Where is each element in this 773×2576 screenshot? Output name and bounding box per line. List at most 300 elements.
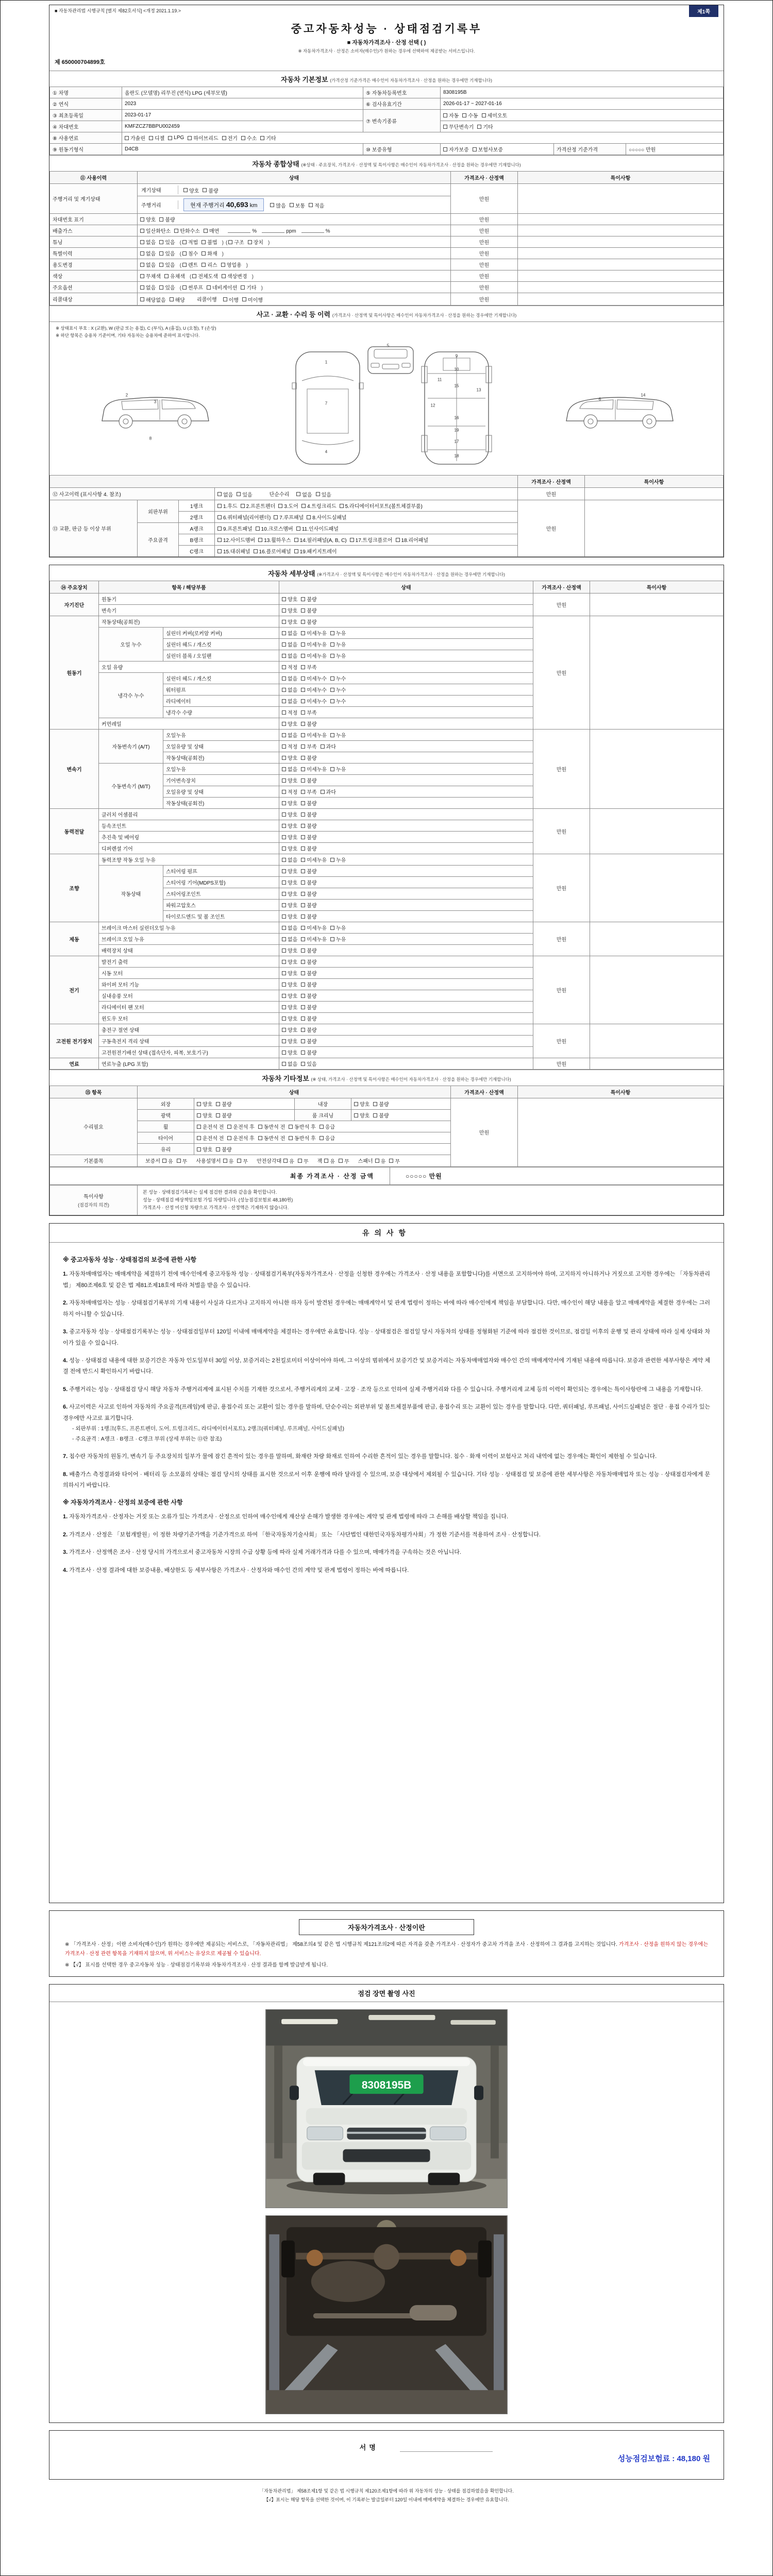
note-cell xyxy=(590,616,724,730)
checkbox-option[interactable] xyxy=(274,513,304,521)
definition-title: 자동차가격조사 · 산정이란 xyxy=(299,1919,474,1935)
checkbox-option[interactable] xyxy=(301,742,316,750)
checkbox-option[interactable] xyxy=(140,296,166,303)
checkbox-box xyxy=(301,982,305,987)
car-damage-diagram xyxy=(49,321,724,475)
checkbox-box xyxy=(301,858,305,862)
checkbox-option[interactable] xyxy=(301,754,316,761)
checkbox-option[interactable] xyxy=(282,878,297,886)
checkbox-option[interactable] xyxy=(282,618,297,625)
note-cell xyxy=(590,1058,724,1070)
checkbox-box xyxy=(282,869,286,873)
checkbox-option[interactable] xyxy=(477,123,493,130)
checkbox-option[interactable] xyxy=(301,856,327,863)
checkbox-option[interactable] xyxy=(389,1157,400,1165)
det-header-state: 상태 xyxy=(279,581,533,594)
checkbox-option[interactable] xyxy=(321,788,336,795)
checkbox-option[interactable] xyxy=(320,1123,335,1130)
checkbox-option[interactable] xyxy=(282,708,297,716)
checkbox-option[interactable] xyxy=(301,1026,316,1033)
state-cell xyxy=(279,764,533,775)
checkbox-option[interactable] xyxy=(330,674,346,682)
checkbox-option[interactable] xyxy=(282,652,297,659)
notice-item: 1. 자동차가격조사 · 산정자는 거짓 또는 오류가 있는 가격조사 · 산정으로 인하여 매수인에게 재산상 손해가 발생한 경우에는 계약 및 관계 법령에 따라 그 손해를 배상할 책임을 집니다. xyxy=(63,1514,509,1520)
checkbox-option[interactable] xyxy=(170,296,185,303)
checkbox-option[interactable] xyxy=(282,969,297,977)
checkbox-option[interactable] xyxy=(301,901,316,909)
checkbox-option[interactable] xyxy=(258,536,291,544)
checkbox-option[interactable] xyxy=(301,1014,316,1022)
checkbox-option[interactable] xyxy=(282,935,297,943)
checkbox-option[interactable] xyxy=(223,296,239,303)
checkbox-option[interactable] xyxy=(140,283,156,291)
checkbox-option[interactable] xyxy=(301,980,316,988)
checkbox-option[interactable] xyxy=(282,1037,297,1045)
checkbox-option[interactable] xyxy=(301,833,316,841)
checkbox-box xyxy=(258,1125,262,1129)
item-label: 변속기 xyxy=(99,605,279,616)
checkbox-option[interactable] xyxy=(228,238,244,246)
checkbox-option[interactable] xyxy=(237,490,252,498)
checkbox-label: 양호 xyxy=(288,880,298,886)
checkbox-option[interactable] xyxy=(282,890,297,897)
checkbox-option[interactable] xyxy=(301,663,316,671)
paren: ) xyxy=(251,274,254,280)
checkbox-option[interactable] xyxy=(282,992,297,999)
unit-label: % xyxy=(325,228,330,234)
panel-number: 4 xyxy=(325,449,328,454)
checkbox-option[interactable] xyxy=(396,536,429,544)
checkbox-option[interactable] xyxy=(217,547,250,555)
checkbox-option[interactable] xyxy=(282,799,297,807)
checkbox-option[interactable] xyxy=(282,844,297,852)
item-label: 작동상태(공회전) xyxy=(163,752,279,764)
checkbox-option[interactable] xyxy=(301,606,316,614)
notice-title: 유의사항 xyxy=(49,1224,724,1243)
checkbox-option[interactable] xyxy=(282,1014,297,1022)
checkbox-option[interactable] xyxy=(221,261,242,268)
signature-line[interactable] xyxy=(400,2451,493,2452)
checkbox-label: 누유 xyxy=(335,631,346,637)
checkbox-label: 부족 xyxy=(307,665,317,671)
item-label: 실린더 커버(로커암 커버) xyxy=(163,628,279,639)
checkbox-option[interactable] xyxy=(179,238,198,246)
checkbox-option[interactable] xyxy=(159,238,175,246)
checkbox-option[interactable] xyxy=(282,1026,297,1033)
checkbox-option[interactable] xyxy=(217,536,255,544)
checkbox-label: 5.라디에이터서포트(볼트체결부품) xyxy=(345,504,423,510)
checkbox-option[interactable] xyxy=(282,980,297,988)
checkbox-option[interactable] xyxy=(222,272,247,280)
checkbox-option[interactable] xyxy=(183,187,199,194)
checkbox-option[interactable] xyxy=(164,272,185,280)
checkbox-label: 불량 xyxy=(222,1147,232,1153)
checkbox-option[interactable] xyxy=(354,1111,369,1119)
checkbox-option[interactable] xyxy=(307,513,346,521)
checkbox-option[interactable] xyxy=(340,502,423,510)
row-label: 튜닝 xyxy=(50,236,138,248)
price-cell: 만원 xyxy=(533,1024,590,1058)
checkbox-label: 운전석 후 xyxy=(233,1125,255,1130)
checkbox-option[interactable] xyxy=(443,111,459,119)
checkbox-option[interactable] xyxy=(168,135,184,141)
checkbox-option[interactable] xyxy=(159,249,175,257)
checkbox-label: 불량 xyxy=(307,994,317,999)
checkbox-label: 많음 xyxy=(276,203,286,209)
blank-field[interactable] xyxy=(301,228,324,233)
checkbox-option[interactable] xyxy=(282,788,297,795)
checkbox-box xyxy=(301,1050,305,1055)
checkbox-option[interactable] xyxy=(375,1157,386,1165)
checkbox-option[interactable] xyxy=(296,524,339,532)
checkbox-option[interactable] xyxy=(203,187,218,194)
checkbox-box xyxy=(301,733,305,737)
comp-header-state: 상태 xyxy=(138,172,451,184)
checkbox-option[interactable] xyxy=(282,776,297,784)
checkbox-option[interactable] xyxy=(216,1100,231,1108)
checkbox-option[interactable] xyxy=(330,629,346,637)
checkbox-option[interactable] xyxy=(197,1111,212,1119)
checkbox-option[interactable] xyxy=(294,536,347,544)
checkbox-label: 없음 xyxy=(146,251,156,257)
checkbox-label: 없음 xyxy=(288,858,298,863)
checkbox-label: 양호 xyxy=(288,892,298,897)
checkbox-option[interactable] xyxy=(282,867,297,875)
checkbox-option[interactable] xyxy=(241,502,276,510)
checkbox-option[interactable] xyxy=(354,1100,369,1108)
insurance-fee: 성능점검보험료 : 48,180 원 xyxy=(617,2454,710,2464)
item-label: 배력장치 상태 xyxy=(99,945,279,956)
checkbox-option[interactable] xyxy=(330,924,346,931)
checkbox-option[interactable] xyxy=(301,674,327,682)
engine-type-value: D4CB xyxy=(122,144,363,155)
checkbox-option[interactable] xyxy=(241,134,257,142)
paren: ( xyxy=(179,262,181,268)
checkbox-option[interactable] xyxy=(330,640,346,648)
checkbox-option[interactable] xyxy=(282,640,297,648)
checkbox-option[interactable] xyxy=(207,283,237,291)
checkbox-option[interactable] xyxy=(282,833,297,841)
state-cell xyxy=(279,979,533,990)
checkbox-option[interactable] xyxy=(282,606,297,614)
checkbox-option[interactable] xyxy=(201,238,217,246)
checkbox-option[interactable] xyxy=(179,283,203,291)
definition-body-note: ※ 【√】 표시를 선택한 경우 중고자동차 성능 · 상태점검기록부와 자동차가격조사 · 산정 결과를 함께 발급받게 됩니다. xyxy=(65,1962,328,1969)
section-title-basic: 자동차 기본정보 (가격산정 기준가격은 매수인이 자동차가격조사 · 산정을 원하는 경우에만 기재합니다) xyxy=(49,71,724,87)
checkbox-option[interactable] xyxy=(282,912,297,920)
checkbox-option[interactable] xyxy=(282,686,297,693)
checkbox-option[interactable] xyxy=(282,901,297,909)
checkbox-option[interactable] xyxy=(301,810,316,818)
checkbox-option[interactable] xyxy=(258,1134,285,1142)
checkbox-option[interactable] xyxy=(316,490,331,498)
note-cell xyxy=(518,282,724,293)
checkbox-option[interactable] xyxy=(309,201,324,209)
other-header-price: 가격조사 · 산정액 xyxy=(451,1086,518,1098)
state-cell xyxy=(138,270,451,282)
checkbox-option[interactable] xyxy=(301,878,316,886)
checkbox-option[interactable] xyxy=(301,1003,316,1011)
item-label: 오일누유 xyxy=(163,764,279,775)
checkbox-option[interactable] xyxy=(140,227,171,234)
checkbox-option[interactable] xyxy=(258,1123,285,1130)
checkbox-option[interactable] xyxy=(282,674,297,682)
checkbox-option[interactable] xyxy=(301,720,316,727)
checkbox-option[interactable] xyxy=(482,111,508,119)
checkbox-option[interactable] xyxy=(330,935,346,943)
checkbox-option[interactable] xyxy=(301,799,316,807)
checkbox-option[interactable] xyxy=(162,1157,173,1165)
checkbox-option[interactable] xyxy=(216,1145,231,1153)
checkbox-box xyxy=(256,527,260,531)
checkbox-option[interactable] xyxy=(373,1100,389,1108)
checkbox-option[interactable] xyxy=(320,1134,335,1142)
checkbox-option[interactable] xyxy=(237,1157,248,1165)
checkbox-label: 양호 xyxy=(288,994,298,999)
checkbox-option[interactable] xyxy=(301,502,337,510)
checkbox-option[interactable] xyxy=(140,215,156,223)
state-cell xyxy=(279,990,533,1002)
checkbox-option[interactable] xyxy=(179,261,198,268)
checkbox-option[interactable] xyxy=(350,536,393,544)
checkbox-option[interactable] xyxy=(301,822,316,829)
checkbox-option[interactable] xyxy=(290,201,305,209)
checkbox-label: LPG xyxy=(174,135,184,141)
checkbox-option[interactable] xyxy=(242,296,263,303)
checkbox-option[interactable] xyxy=(296,490,312,498)
checkbox-option[interactable] xyxy=(282,731,297,739)
checkbox-box xyxy=(188,136,192,140)
checkbox-option[interactable] xyxy=(301,652,327,659)
checkbox-option[interactable] xyxy=(301,697,327,705)
checkbox-option[interactable] xyxy=(140,238,156,246)
checkbox-option[interactable] xyxy=(301,618,316,625)
checkbox-option[interactable] xyxy=(217,524,253,532)
checkbox-box xyxy=(201,251,206,256)
checkbox-option[interactable] xyxy=(217,502,238,510)
checkbox-box xyxy=(159,240,163,244)
checkbox-option[interactable] xyxy=(301,890,316,897)
checkbox-option[interactable] xyxy=(282,754,297,761)
checkbox-option[interactable] xyxy=(217,513,271,521)
checkbox-option[interactable] xyxy=(294,547,337,555)
checkbox-option[interactable] xyxy=(443,145,469,153)
checkbox-option[interactable] xyxy=(282,720,297,727)
checkbox-box xyxy=(248,240,252,244)
checkbox-option[interactable] xyxy=(197,1145,212,1153)
opinion-label xyxy=(50,1185,138,1215)
checkbox-label: 침수 xyxy=(188,251,198,257)
checkbox-option[interactable] xyxy=(373,1111,389,1119)
checkbox-option[interactable] xyxy=(159,283,175,291)
checkbox-label: 누유 xyxy=(335,767,346,773)
checkbox-option[interactable] xyxy=(197,1134,224,1142)
checkbox-option[interactable] xyxy=(301,708,316,716)
checkbox-option[interactable] xyxy=(278,502,298,510)
checkbox-option[interactable] xyxy=(289,1123,315,1130)
checkbox-option[interactable] xyxy=(301,686,327,693)
checkbox-option[interactable] xyxy=(289,1134,315,1142)
checkbox-box xyxy=(159,217,163,222)
checkbox-label: 불량 xyxy=(307,1016,317,1022)
checkbox-option[interactable] xyxy=(125,134,145,142)
checkbox-option[interactable] xyxy=(217,490,233,498)
checkbox-option[interactable] xyxy=(227,1123,254,1130)
checkbox-box xyxy=(197,1147,201,1151)
checkbox-label: 자동 xyxy=(449,113,459,119)
checkbox-box xyxy=(282,1005,286,1009)
item-label: 윈도우 모터 xyxy=(99,1013,279,1024)
checkbox-option[interactable] xyxy=(330,686,346,693)
checkbox-option[interactable] xyxy=(473,145,503,153)
checkbox-option[interactable] xyxy=(301,1048,316,1056)
checkbox-option[interactable] xyxy=(301,788,316,795)
checkbox-option[interactable] xyxy=(301,595,316,603)
checkbox-option[interactable] xyxy=(149,134,164,142)
checkbox-option[interactable] xyxy=(140,272,161,280)
checkbox-option[interactable] xyxy=(241,283,256,291)
checkbox-option[interactable] xyxy=(301,912,316,920)
checkbox-option[interactable] xyxy=(174,227,200,234)
checkbox-option[interactable] xyxy=(330,765,346,773)
checkbox-option[interactable] xyxy=(282,1048,297,1056)
checkbox-box xyxy=(301,971,305,975)
checkbox-option[interactable] xyxy=(330,856,346,863)
checkbox-option[interactable] xyxy=(159,215,175,223)
checkbox-option[interactable] xyxy=(283,1157,294,1165)
checkbox-label: 부족 xyxy=(307,744,317,750)
checkbox-label: 양호 xyxy=(288,1005,298,1011)
checkbox-option[interactable] xyxy=(301,924,327,931)
checkbox-label: 양호 xyxy=(288,903,298,909)
checkbox-option[interactable] xyxy=(301,1060,316,1067)
checkbox-option[interactable] xyxy=(227,1134,254,1142)
checkbox-option[interactable] xyxy=(301,946,316,954)
blank-field[interactable] xyxy=(262,228,284,233)
checkbox-option[interactable] xyxy=(301,629,327,637)
notice-body xyxy=(49,1243,724,1576)
checkbox-option[interactable] xyxy=(216,1111,231,1119)
checkbox-option[interactable] xyxy=(282,924,297,931)
checkbox-box xyxy=(140,285,144,290)
checkbox-option[interactable] xyxy=(260,134,276,142)
checkbox-box xyxy=(330,699,334,703)
checkbox-option[interactable] xyxy=(201,249,217,257)
checkbox-option[interactable] xyxy=(204,227,219,234)
checkbox-option[interactable] xyxy=(197,1123,224,1130)
checkbox-option[interactable] xyxy=(301,958,316,965)
checkbox-option[interactable] xyxy=(140,261,156,268)
checkbox-option[interactable] xyxy=(282,663,297,671)
checkbox-label: 미세누유 xyxy=(307,733,327,739)
checkbox-option[interactable] xyxy=(188,134,218,142)
checkbox-option[interactable] xyxy=(282,822,297,829)
checkbox-box xyxy=(237,492,241,496)
checkbox-option[interactable] xyxy=(301,844,316,852)
checkbox-option[interactable] xyxy=(282,810,297,818)
checkbox-option[interactable] xyxy=(301,765,327,773)
checkbox-option[interactable] xyxy=(324,1157,335,1165)
checkbox-option[interactable] xyxy=(321,742,336,750)
checkbox-label: 부족 xyxy=(307,710,317,716)
inspector-opinion-table xyxy=(49,1185,724,1216)
state-cell xyxy=(279,616,533,628)
checkbox-option[interactable] xyxy=(282,765,297,773)
checkbox-option[interactable] xyxy=(462,111,478,119)
checkbox-option[interactable] xyxy=(282,946,297,954)
checkbox-option[interactable] xyxy=(282,595,297,603)
checkbox-option[interactable] xyxy=(140,249,156,257)
checkbox-option[interactable] xyxy=(282,629,297,637)
checkbox-option[interactable] xyxy=(330,697,346,705)
checkbox-label: 3.도어 xyxy=(284,504,298,510)
checkbox-label: 불량 xyxy=(222,1102,232,1108)
checkbox-option[interactable] xyxy=(197,1100,212,1108)
basic-items-cell xyxy=(138,1155,451,1167)
checkbox-box xyxy=(301,654,305,658)
panel-number: 2 xyxy=(125,393,128,398)
accident-history-table xyxy=(49,475,724,557)
checkbox-option[interactable] xyxy=(254,547,291,555)
checkbox-option[interactable] xyxy=(223,1157,234,1165)
checkbox-option[interactable] xyxy=(301,731,327,739)
checkbox-option[interactable] xyxy=(298,1157,309,1165)
checkbox-option[interactable] xyxy=(159,261,175,268)
checkbox-option[interactable] xyxy=(301,1037,316,1045)
checkbox-option[interactable] xyxy=(282,742,297,750)
checkbox-option[interactable] xyxy=(301,867,316,875)
checkbox-option[interactable] xyxy=(301,640,327,648)
checkbox-option[interactable] xyxy=(282,958,297,965)
checkbox-option[interactable] xyxy=(177,1157,188,1165)
checkbox-option[interactable] xyxy=(179,249,198,257)
item-label: 시동 모터 xyxy=(99,968,279,979)
state-cell xyxy=(279,628,533,639)
checkbox-label: 불량 xyxy=(307,722,317,727)
checkbox-option[interactable] xyxy=(330,731,346,739)
checkbox-option[interactable] xyxy=(248,238,263,246)
checkbox-label: 9.프론트패널 xyxy=(223,527,253,532)
checkbox-option[interactable] xyxy=(282,1003,297,1011)
checkbox-option[interactable] xyxy=(301,776,316,784)
checkbox-option[interactable] xyxy=(301,935,327,943)
checkbox-option[interactable] xyxy=(282,697,297,705)
item-label: 고전원전기배선 상태 (접속단자, 피복, 보호기구) xyxy=(99,1047,279,1058)
engine-type-label: ⑨ 원동기형식 xyxy=(50,144,122,155)
checkbox-option[interactable] xyxy=(330,652,346,659)
checkbox-label: 불량 xyxy=(307,1039,317,1045)
checkbox-option[interactable] xyxy=(339,1157,349,1165)
checkbox-option[interactable] xyxy=(270,201,285,209)
state-cell xyxy=(279,1013,533,1024)
checkbox-option[interactable] xyxy=(189,272,218,280)
checkbox-option[interactable] xyxy=(222,134,238,142)
checkbox-option[interactable] xyxy=(443,123,474,130)
panel-number: 16 xyxy=(454,415,459,420)
checkbox-option[interactable] xyxy=(201,261,217,268)
checkbox-label: 있음 xyxy=(165,251,175,257)
checkbox-option[interactable] xyxy=(301,969,316,977)
checkbox-option[interactable] xyxy=(256,524,293,532)
checkbox-box xyxy=(274,515,278,519)
checkbox-option[interactable] xyxy=(282,856,297,863)
paren: ( xyxy=(189,274,192,280)
checkbox-option[interactable] xyxy=(301,992,316,999)
checkbox-option[interactable] xyxy=(282,1060,297,1067)
checkbox-box xyxy=(301,812,305,817)
blank-field[interactable] xyxy=(228,228,250,233)
checkbox-box xyxy=(223,1159,227,1163)
